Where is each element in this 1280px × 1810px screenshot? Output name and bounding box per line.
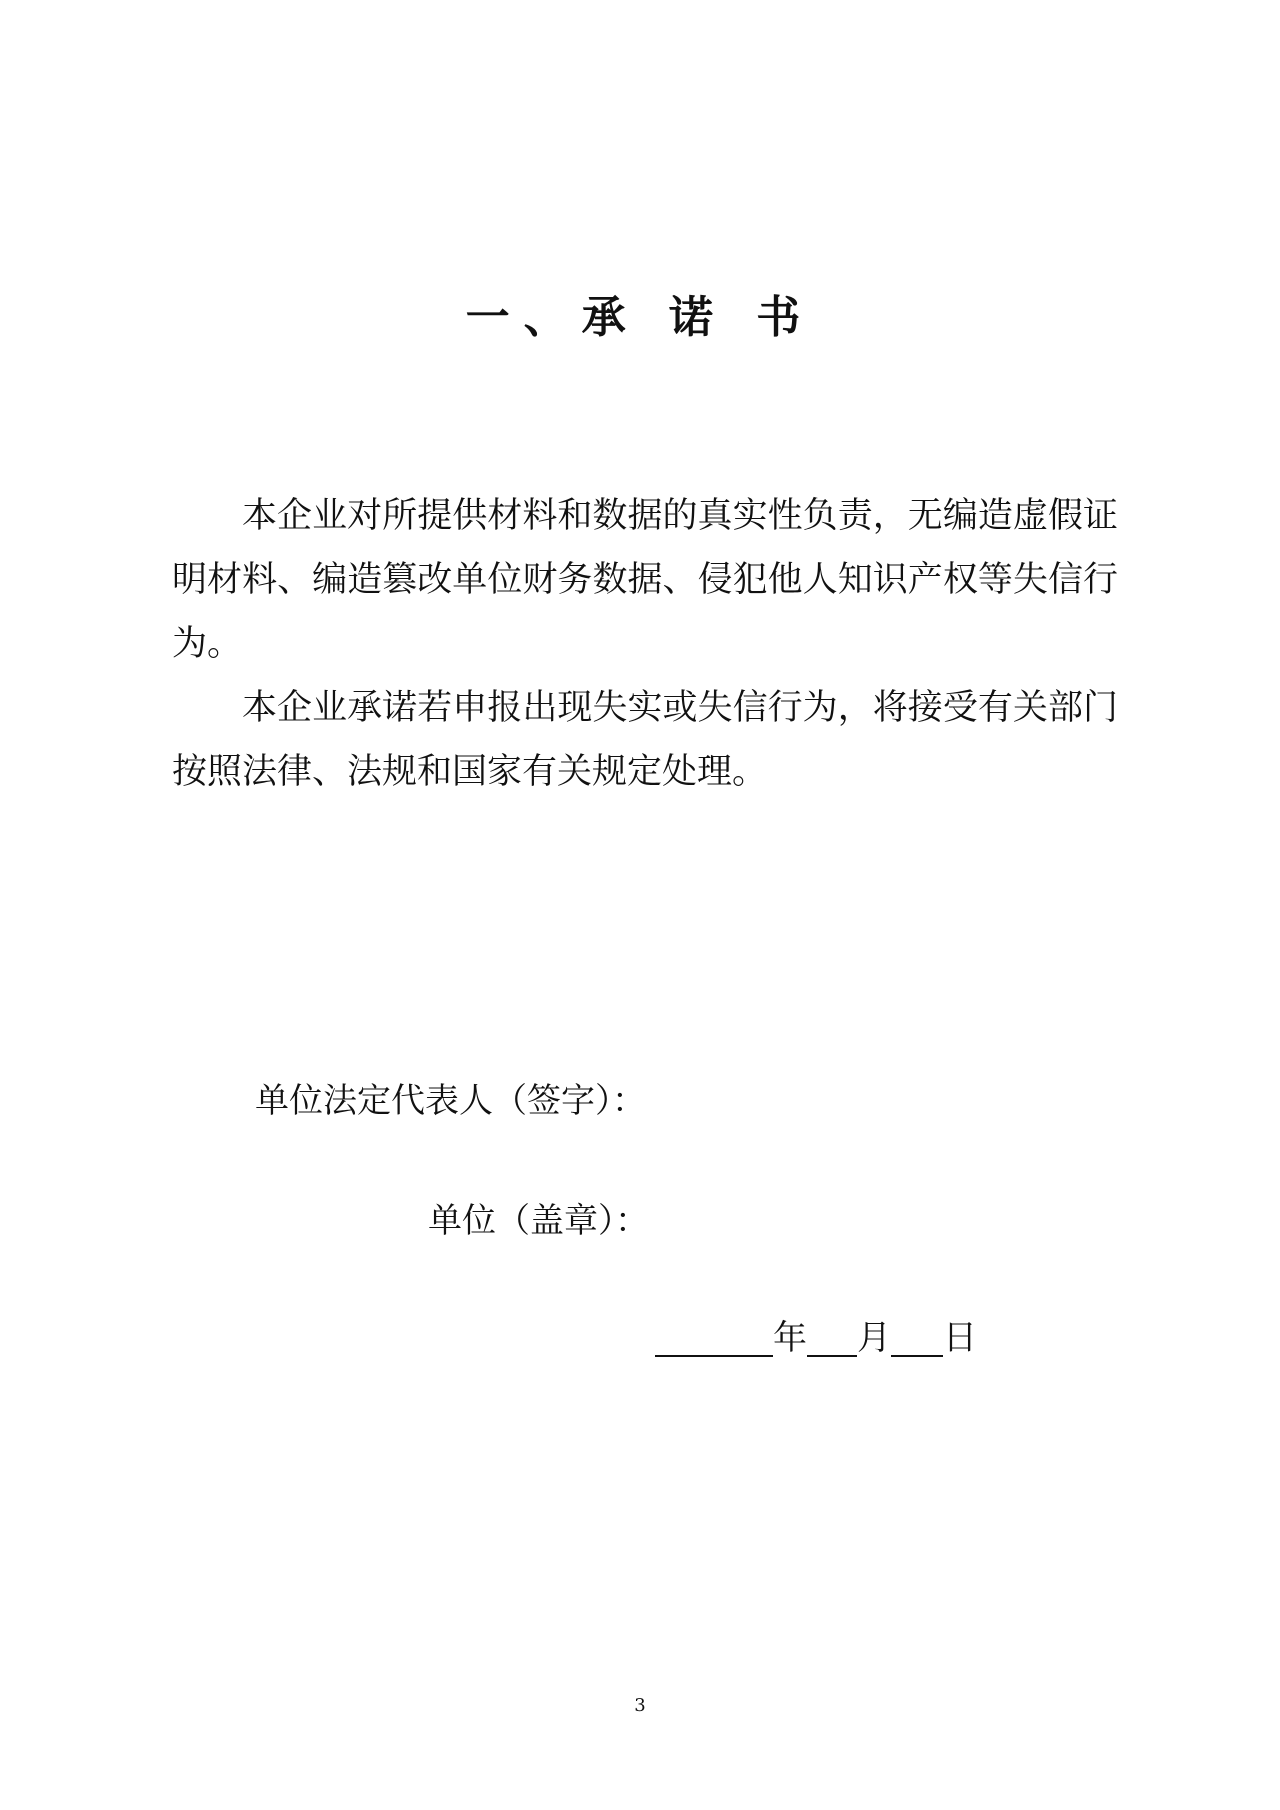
month-label: 月 [857, 1318, 891, 1358]
date-line [655, 1313, 977, 1363]
unit-seal-label: 单位（盖章）： [428, 1201, 649, 1241]
legal-representative-signature-label: 单位法定代表人（签字）： [255, 1081, 646, 1121]
page-title: 一、承 诺 书 [465, 292, 815, 343]
day-blank[interactable] [891, 1317, 943, 1357]
commitment-paragraph-1: 本企业对所提供材料和数据的真实性负责，无编造虚假证明材料、编造篡改单位财务数据、侵犯他人知识产权等失信行为。 [172, 496, 1118, 664]
year-blank[interactable] [655, 1317, 773, 1357]
month-blank[interactable] [807, 1317, 857, 1357]
year-label: 年 [773, 1318, 807, 1358]
commitment-body [172, 484, 1118, 804]
day-label: 日 [943, 1318, 977, 1358]
page-number: 3 [634, 1695, 646, 1716]
commitment-paragraph-2: 本企业承诺若申报出现失实或失信行为，将接受有关部门按照法律、法规和国家有关规定处理。 [172, 688, 1118, 792]
